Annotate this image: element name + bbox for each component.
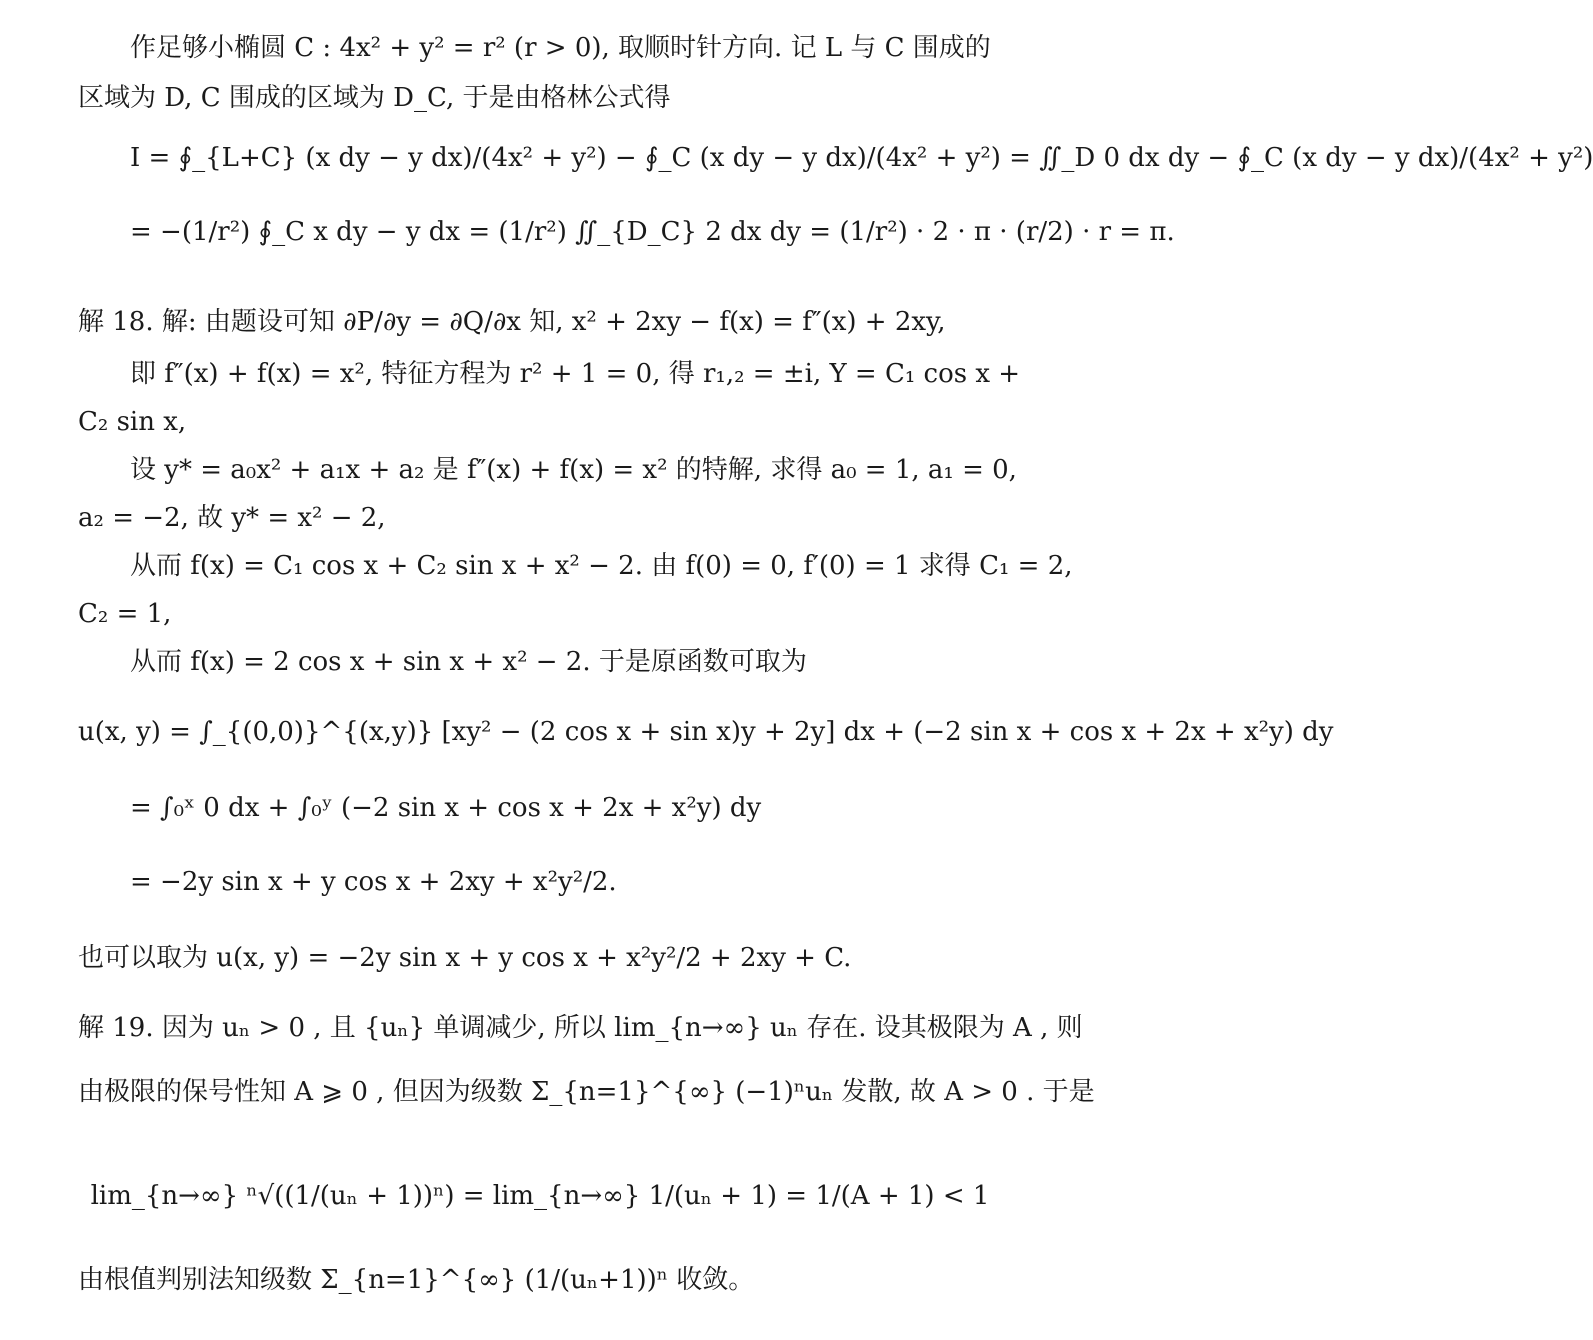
line-s18d: 设 y* = a₀x² + a₁x + a₂ 是 f″(x) + f(x) = x² 的特解, 求得 a₀ = 1, a₁ = 0, [130,455,1017,485]
line-s18f: 从而 f(x) = C₁ cos x + C₂ sin x + x² − 2. 由 f(0) = 0, f′(0) = 1 求得 C₁ = 2, [130,551,1073,581]
line-s18g: C₂ = 1, [78,599,172,629]
line-p1: 作足够小椭圆 C : 4x² + y² = r² (r > 0), 取顺时针方向. 记 L 与 C 围成的 [130,33,991,63]
line-s18i: 也可以取为 u(x, y) = −2y sin x + y cos x + x²y²/2 + 2xy + C. [78,943,852,973]
line-p2: 区域为 D, C 围成的区域为 D_C, 于是由格林公式得 [78,83,671,113]
line-s19c: 由根值判别法知级数 Σ_{n=1}^{∞} (1/(uₙ+1))ⁿ 收敛。 [78,1265,755,1295]
line-s18h: 从而 f(x) = 2 cos x + sin x + x² − 2. 于是原函数可取为 [130,647,807,677]
line-s18e: a₂ = −2, 故 y* = x² − 2, [78,503,386,533]
line-eq1: I = ∮_{L+C} (x dy − y dx)/(4x² + y²) − ∮_C (x dy − y dx)/(4x² + y²) = ∬_D 0 dx dy − ∮_C (x dy − y dx)/(4x² + y²) [130,143,1593,173]
line-eq3: u(x, y) = ∫_{(0,0)}^{(x,y)} [xy² − (2 cos x + sin x)y + 2y] dx + (−2 sin x + cos x + 2x + x²y) dy [78,717,1334,747]
line-s18a: 解 18. 解: 由题设可知 ∂P/∂y = ∂Q/∂x 知, x² + 2xy − f(x) = f″(x) + 2xy, [78,307,946,337]
line-eq5: = −2y sin x + y cos x + 2xy + x²y²/2. [130,867,617,897]
line-eq4: = ∫₀ˣ 0 dx + ∫₀ʸ (−2 sin x + cos x + 2x + x²y) dy [130,793,762,823]
line-s19b: 由极限的保号性知 A ⩾ 0 , 但因为级数 Σ_{n=1}^{∞} (−1)ⁿuₙ 发散, 故 A > 0 . 于是 [78,1077,1095,1107]
line-s19a: 解 19. 因为 uₙ > 0 , 且 {uₙ} 单调减少, 所以 lim_{n→∞} uₙ 存在. 设其极限为 A , 则 [78,1013,1083,1043]
line-eq2: = −(1/r²) ∮_C x dy − y dx = (1/r²) ∬_{D_C} 2 dx dy = (1/r²) · 2 · π · (r/2) · r = π. [130,217,1175,247]
line-s18b: 即 f″(x) + f(x) = x², 特征方程为 r² + 1 = 0, 得 r₁,₂ = ±i, Y = C₁ cos x + [130,359,1021,389]
line-s18c: C₂ sin x, [78,407,187,437]
line-eq6: lim_{n→∞} ⁿ√((1/(uₙ + 1))ⁿ) = lim_{n→∞} 1/(uₙ + 1) = 1/(A + 1) < 1 [90,1181,990,1211]
